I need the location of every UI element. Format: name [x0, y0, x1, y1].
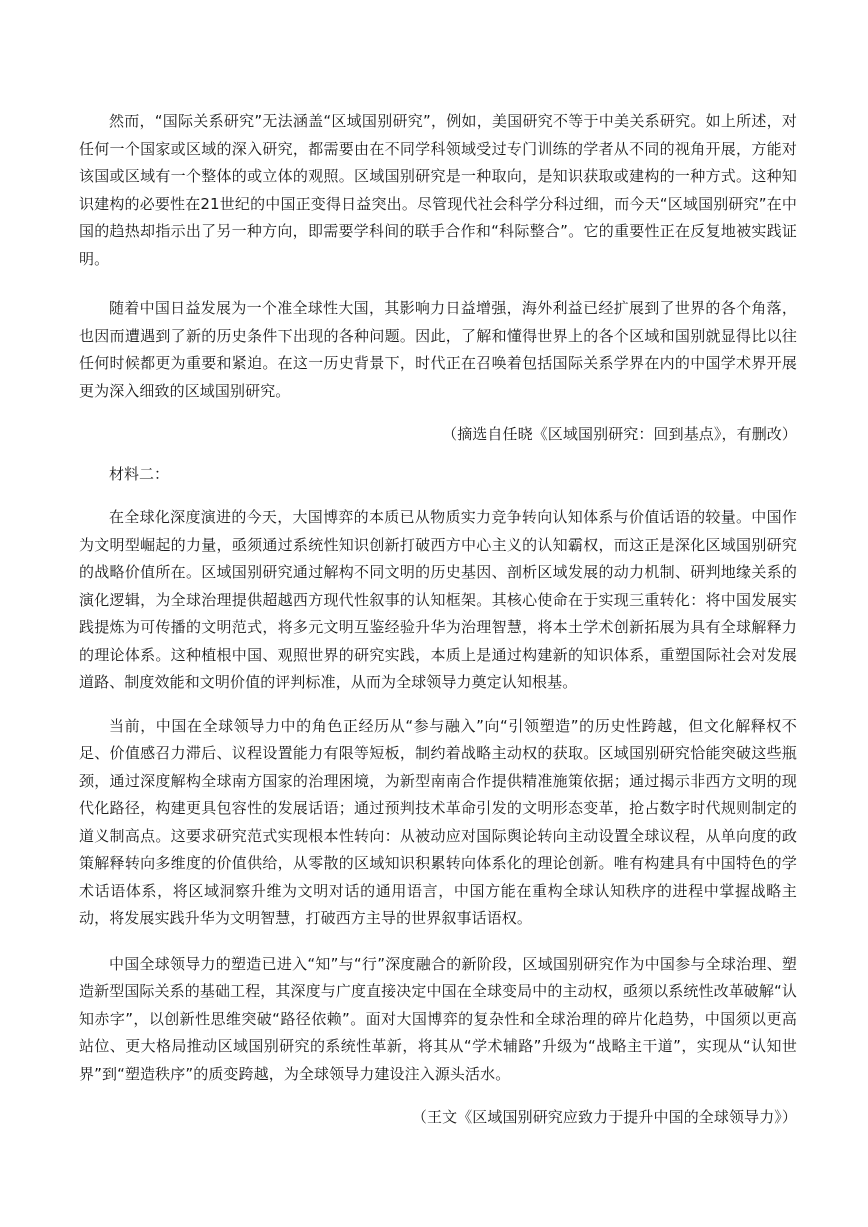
paragraph-3: 在全球化深度演进的今天，大国博弈的本质已从物质实力竞争转向认知体系与价值话语的较量。中国作为文明型崛起的力量，亟须通过系统性知识创新打破西方中心主义的认知霸权，而这正是深化区域国别研究的战略价值所在。区域国别研究通过解构不同文明的历史基因、剖析区域发展的动力机制、研判地缘关系的演化逻辑，为全球治理提供超越西方现代性叙事的认知框架。其核心使命在于实现三重转化：将中国发展实践提炼为可传播的文明范式，将多元文明互鉴经验升华为治理智慧，将本土学术创新拓展为具有全球解释力的理论体系。这种植根中国、观照世界的研究实践，本质上是通过构建新的知识体系，重塑国际社会对发展道路、制度效能和文明价值的评判标准，从而为全球领导力奠定认知根基。: [79, 508, 797, 691]
material-2-heading: 材料二：: [109, 464, 170, 483]
paragraph-4: 当前，中国在全球领导力中的角色正经历从“参与融入”向“引领塑造”的历史性跨越，但文化解释权不足、价值感召力滞后、议程设置能力有限等短板，制约着战略主动权的获取。区域国别研究恰能突破这些瓶颈，通过深度解构全球南方国家的治理困境，为新型南南合作提供精准施策依据；通过揭示非西方文明的现代化路径，构建更具包容性的发展话语；通过预判技术革命引发的文明形态变革，抢占数字时代规则制定的道义制高点。这要求研究范式实现根本性转向：从被动应对国际舆论转向主动设置全球议程，从单向度的政策解释转向多维度的价值供给，从零散的区域知识积累转向体系化的理论创新。唯有构建具有中国特色的学术话语体系，将区域洞察升维为文明对话的通用语言，中国方能在重构全球认知秩序的进程中掌握战略主动，将发展实践升华为文明智慧，打破西方主导的世界叙事话语权。: [79, 716, 797, 927]
paragraph-2: 随着中国日益发展为一个准全球性大国，其影响力日益增强，海外利益已经扩展到了世界的各个角落，也因而遭遇到了新的历史条件下出现的各种问题。因此，了解和懂得世界上的各个区域和国别就显得比以往任何时候都更为重要和紧迫。在这一历史背景下，时代正在召唤着包括国际关系学界在内的中国学术界开展更为深入细致的区域国别研究。: [79, 299, 797, 400]
paragraph-5: 中国全球领导力的塑造已进入“知”与“行”深度融合的新阶段，区域国别研究作为中国参与全球治理、塑造新型国际关系的基础工程，其深度与广度直接决定中国在全球变局中的主动权，亟须以系统性改革破解“认知赤字”，以创新性思维突破“路径依赖”。面对大国博弈的复杂性和全球治理的碎片化趋势，中国须以更高站位、更大格局推动区域国别研究的系统性革新，将其从“学术辅路”升级为“战略主干道”，实现从“认知世界”到“塑造秩序”的质变跨越，为全球领导力建设注入源头活水。: [79, 954, 797, 1083]
document-page: [79, 108, 797, 1132]
paragraph-1: 然而，“国际关系研究”无法涵盖“区域国别研究”，例如，美国研究不等于中美关系研究。如上所述，对任何一个国家或区域的深入研究，都需要由在不同学科领域受过专门训练的学者从不同的视角开展，方能对该国或区域有一个整体的或立体的观照。区域国别研究是一种取向，是知识获取或建构的一种方式。这种知识建构的必要性在21世纪的中国正变得日益突出。尽管现代社会科学分科过细，而今天“区域国别研究”在中国的趋热却指示出了另一种方向，即需要学科间的联手合作和“科际整合”。它的重要性正在反复地被实践证明。: [79, 112, 797, 268]
source-citation-2: （王文《区域国别研究应致力于提升中国的全球领导力》）: [411, 1108, 797, 1126]
source-citation-1: （摘选自任晓《区域国别研究：回到基点》，有删改）: [442, 425, 797, 443]
